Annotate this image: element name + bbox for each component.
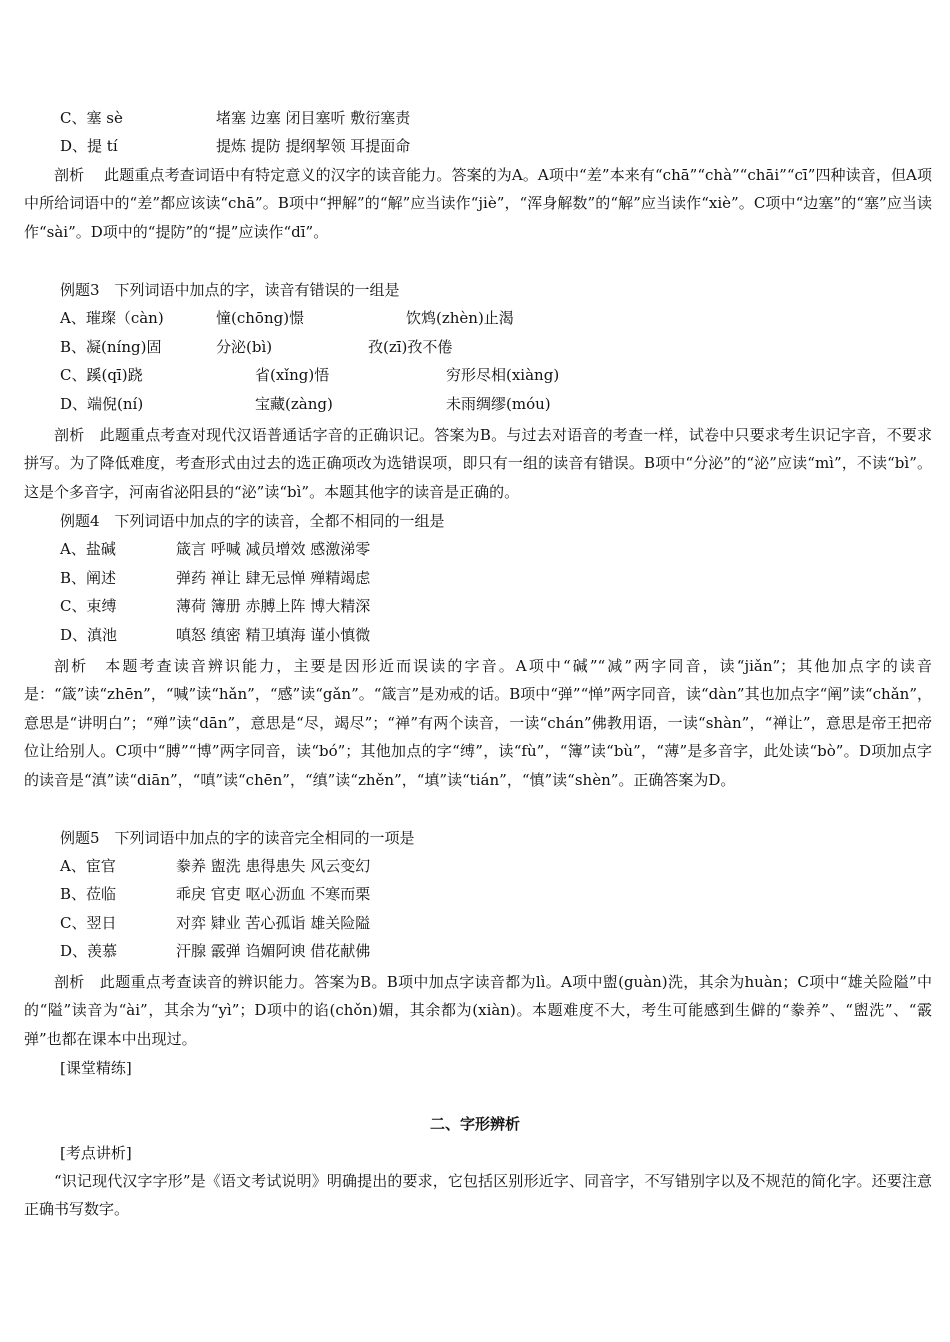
- ex3-row-c-3: 穷形尽相(xiàng): [446, 366, 560, 384]
- ex3-row-a-3: 饮鸩(zhèn)止渴: [406, 309, 514, 327]
- ex5-row-b-1: B、莅临: [60, 885, 117, 903]
- ex4-row-b-1: B、阐述: [60, 569, 117, 587]
- ex4-row-a-1: A、盐碱: [60, 540, 116, 558]
- ex5-row-d-1: D、羡慕: [60, 942, 118, 960]
- ex3-row-b-2: 分泌(bì): [216, 338, 273, 356]
- ex5-row-a-2: 豢养 盥洗 患得患失 风云变幻: [176, 857, 371, 875]
- example-5-title: 例题5 下列词语中加点的字的读音完全相同的一项是: [60, 829, 415, 847]
- ex5-row-d-2: 汗腺 霰弹 诌媚阿谀 借花献佛: [176, 942, 371, 960]
- analysis-ex2: [24, 161, 932, 246]
- ex3-row-b-3: 孜(zī)孜不倦: [368, 338, 453, 356]
- analysis-text: 剖析 此题重点考查词语中有特定意义的汉字的读音能力。答案的为A。A项中“差”本来有“chā”“chà”“chāi”“cī”四种读音，但A项中所给词语中的“差”都应该读“chā”。B项中“押解”的“解”应当读作“jiè”，“浑身解数”的“解”应当读作“xiè”。C项中“边塞”的“塞”应当读作“sài”。D项中的“提防”的“提”应读作“dī”。: [24, 166, 932, 241]
- analysis-ex3: [24, 421, 932, 506]
- ex5-row-a-1: A、宦官: [60, 857, 116, 875]
- example-3-title: 例题3 下列词语中加点的字，读音有错误的一组是: [60, 281, 400, 299]
- ex3-row-b-1: B、凝(níng)固: [60, 338, 162, 356]
- ex3-row-d-3: 未雨绸缪(móu): [446, 395, 551, 413]
- ex5-row-b-2: 乖戾 官吏 呕心沥血 不寒而栗: [176, 885, 371, 903]
- analysis-ex4: [24, 652, 932, 794]
- ex4-row-d-2: 嗔怒 缜密 精卫填海 谨小慎微: [176, 626, 371, 644]
- ex3-row-c-1: C、蹊(qī)跷: [60, 366, 143, 384]
- kaodian-text: “识记现代汉字字形”是《语文考试说明》明确提出的要求，它包括区别形近字、同音字，不写错别字以及不规范的简化字。还要注意正确书写数字。: [24, 1172, 932, 1219]
- option-c-words: 堵塞 边塞 闭目塞听 敷衍塞责: [216, 109, 411, 127]
- ex3-row-d-2: 宝藏(zàng): [255, 395, 333, 413]
- option-d-words: 提炼 提防 提纲挈领 耳提面命: [216, 137, 411, 155]
- ex3-row-a-2: 憧(chōng)憬: [216, 309, 305, 327]
- kaodian-label: [考点讲析]: [60, 1144, 132, 1162]
- example-4-title: 例题4 下列词语中加点的字的读音，全都不相同的一组是: [60, 512, 445, 530]
- ex5-row-c-2: 对弈 肄业 苦心孤诣 雄关险隘: [176, 914, 371, 932]
- ex3-row-d-1: D、端倪(ní): [60, 395, 144, 413]
- ex4-row-c-1: C、束缚: [60, 597, 117, 615]
- analysis-text: 剖析 此题重点考查对现代汉语普通话字音的正确识记。答案为B。与过去对语音的考查一样，试卷中只要求考生识记字音，不要求拼写。为了降低难度，考查形式由过去的选正确项改为选错误项，即只有一组的读音有错误。B项中“分泌”的“泌”应读“mì”，不读“bì”。这是个多音字，河南省泌阳县的“泌”读“bì”。本题其他字的读音是正确的。: [24, 426, 932, 501]
- ex4-row-b-2: 弹药 禅让 肆无忌惮 殚精竭虑: [176, 569, 371, 587]
- ex3-row-c-2: 省(xǐng)悟: [255, 366, 330, 384]
- ex4-row-d-1: D、滇池: [60, 626, 118, 644]
- ex5-row-c-1: C、翌日: [60, 914, 117, 932]
- option-d-label: D、提 tí: [60, 137, 118, 155]
- ex3-row-a-1: A、璀璨（càn): [60, 309, 164, 327]
- practice-label: [课堂精练]: [60, 1059, 132, 1077]
- option-c-label: C、塞 sè: [60, 109, 123, 127]
- ex4-row-c-2: 薄荷 簿册 赤膊上阵 博大精深: [176, 597, 371, 615]
- section-title: 二、字形辨析: [429, 1115, 520, 1133]
- analysis-text: 剖析 本题考查读音辨识能力，主要是因形近而误读的字音。A项中“碱”“减”两字同音，读“jiǎn”；其他加点字的读音是：“箴”读“zhēn”，“喊”读“hǎn”，“感”读“gǎn”。“箴言”是劝戒的话。B项中“弹”“惮”两字同音，读“dàn”其也加点字“阐”读“chǎn”，意思是“讲明白”；“殚”读“dān”，意思是“尽，竭尽”；“禅”有两个读音，一读“chán”佛教用语，一读“shàn”，“禅让”，意思是帝王把帝位让给别人。C项中“膊”“博”两字同音，读“bó”；其他加点的字“缚”，读“fù”，“簿”读“bù”，“薄”是多音字，此处读“bò”。D项加点字的读音是“滇”读“diān”，“嗔”读“chēn”，“缜”读“zhěn”，“填”读“tián”，“慎”读“shèn”。正确答案为D。: [24, 657, 932, 789]
- analysis-ex5: [24, 968, 932, 1053]
- ex4-row-a-2: 箴言 呼喊 减员增效 感激涕零: [176, 540, 371, 558]
- analysis-text: 剖析 此题重点考查读音的辨识能力。答案为B。B项中加点字读音都为lì。A项中盥(guàn)洗，其余为huàn；C项中“雄关险隘”中的“隘”读音为“ài”，其余为“yì”；D项中的谄(chǒn)媚，其余都为(xiàn)。本题难度不大，考生可能感到生僻的“豢养”、“盥洗”、“霰弹”也都在课本中出现过。: [24, 973, 932, 1048]
- kaodian-paragraph: [24, 1167, 932, 1224]
